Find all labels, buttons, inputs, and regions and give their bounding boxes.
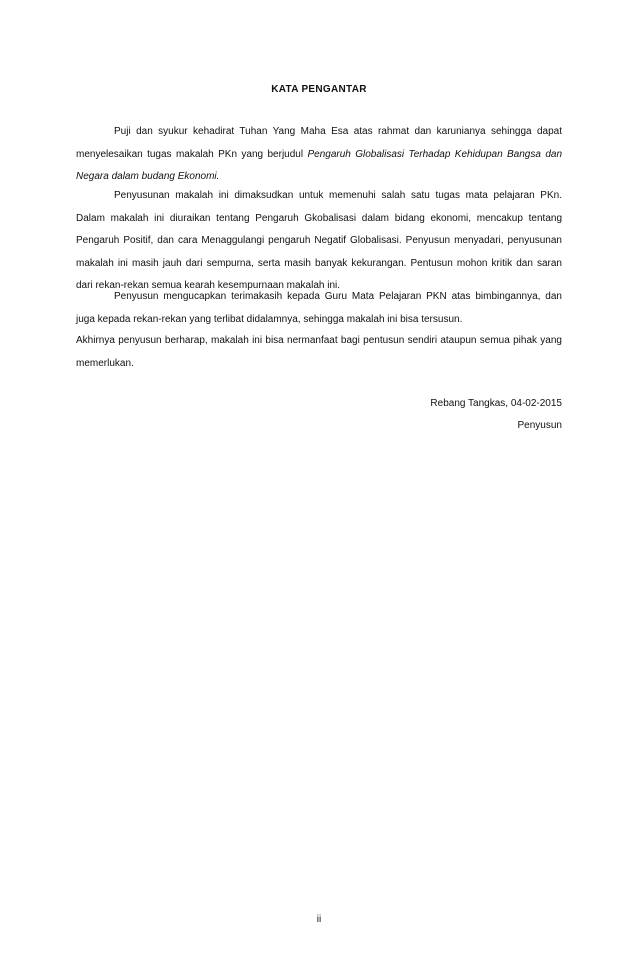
- page-number: ii: [316, 914, 322, 925]
- paragraph-1: [76, 121, 562, 189]
- paragraph-4: Akhirnya penyusun berharap, makalah ini bisa nermanfaat bagi pentusun sendiri ataupun semua pihak yang memerlukan.: [76, 335, 562, 369]
- paragraph-2: Penyusunan makalah ini dimaksudkan untuk memenuhi salah satu tugas mata pelajaran PKn. Dalam makalah ini diuraikan tentang Pengaruh Gkobalisasi dalam bidang ekonomi, mencakup tentang Pengaruh Positif, dan cara Menaggulangi pengaruh Negatif Globalisasi. Penyusun menyadari, penyusunan makalah ini masih jauh dari sempurna, serta masih banyak kekurangan. Pentusun mohon kritik dan saran dari rekan-rekan semua kearah kesempurnaan makalah ini.: [76, 190, 562, 292]
- paper-title-italic: Pengaruh Globalisasi Terhadap Kehidupan Bangsa dan Negara dalam budang Ekonomi.: [76, 148, 562, 183]
- paragraph-3: Penyusun mengucapkan terimakasih kepada Guru Mata Pelajaran PKN atas bimbingannya, dan juga kepada rekan-rekan yang terlibat didalamnya, sehingga makalah ini bisa tersusun.: [76, 291, 562, 325]
- paragraph-1-text: Puji dan syukur kehadirat Tuhan Yang Maha Esa atas rahmat dan karunianya sehingga dapat menyelesaikan tugas makalah PKn yang berjudul: [76, 126, 562, 160]
- signature-role: Penyusun: [517, 420, 562, 431]
- signature-place-date: Rebang Tangkas, 04-02-2015: [430, 398, 562, 409]
- document-title: KATA PENGANTAR: [271, 84, 367, 95]
